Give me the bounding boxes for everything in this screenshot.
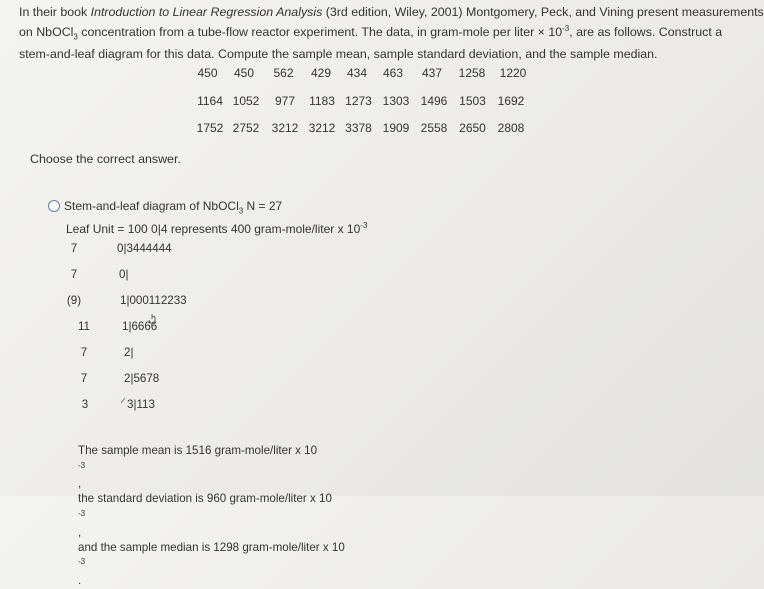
data-value: 3212 [308, 121, 336, 135]
pen-mark-icon [120, 397, 126, 405]
leaf-cell: 2| [124, 346, 134, 359]
punctuation: . [78, 573, 82, 587]
book-title: Introduction to Linear Regression Analysis [90, 5, 323, 19]
leaf-unit-text: Leaf Unit = 100 0|4 represents 400 gram-mole/liter x 10 [66, 222, 361, 237]
mean-line [78, 444, 345, 492]
data-row-3 [194, 121, 530, 135]
subscript: 3 [238, 206, 244, 216]
data-value: 1752 [196, 121, 224, 135]
intro-line-1 [19, 4, 764, 21]
intro-text: on NbOCl [19, 24, 74, 39]
data-value: 2752 [232, 121, 260, 135]
superscript: -3 [78, 509, 86, 519]
hand-cursor-icon [148, 313, 158, 325]
intro-line-2 [19, 21, 723, 46]
subscript: 3 [73, 32, 78, 42]
punctuation: , [78, 525, 82, 539]
median-line [78, 541, 345, 589]
data-value: 1273 [345, 94, 372, 108]
data-value: 2808 [497, 121, 525, 135]
count-cell: 11 [77, 320, 91, 333]
leaf-cell: 0|3444444 [117, 242, 172, 255]
leaf-cell: 1|000112233 [120, 294, 187, 307]
intro-text: concentration from a tube-flow reactor experiment. The data, in gram-mole per liter × 10 [77, 24, 563, 39]
choose-label: Choose the correct answer. [30, 152, 181, 166]
data-value: 450 [197, 66, 218, 80]
median-text: and the sample median is 1298 gram-mole/liter x 10 [78, 540, 345, 554]
option-title-text: N = 27 [243, 199, 283, 213]
data-value: 1052 [232, 94, 260, 108]
leaf-cell: 2|5678 [124, 372, 160, 385]
intro-text: , are as follows. Construct a [569, 24, 723, 39]
data-value: 3378 [345, 121, 372, 135]
count-cell: 3 [81, 398, 89, 411]
data-value: 1909 [382, 121, 410, 135]
data-value: 3212 [271, 121, 299, 135]
leaf-cell: 1|6666 [122, 320, 158, 333]
count-cell: (9) [66, 294, 82, 307]
data-value: 429 [310, 66, 332, 80]
radio-button-icon[interactable] [48, 200, 60, 212]
data-value: 1692 [497, 94, 525, 108]
intro-text: In their book [19, 5, 91, 19]
intro-text: (3rd edition, Wiley, 2001) Montgomery, Peck, and Vining present measurements [322, 5, 764, 19]
superscript: -3 [78, 557, 86, 567]
leaf-unit-line [50, 218, 367, 237]
intro-line-3: stem-and-leaf diagram for this data. Compute the sample mean, sample standard deviation, and the sample median. [19, 47, 658, 62]
option-title-text: Stem-and-leaf diagram of NbOCl [64, 199, 239, 213]
data-row-2 [194, 94, 530, 108]
result-text [78, 444, 345, 589]
superscript: -3 [78, 460, 86, 470]
data-value: 2558 [420, 121, 448, 135]
count-cell: 7 [80, 346, 88, 359]
data-value: 1496 [420, 94, 448, 108]
data-value: 1503 [459, 94, 486, 108]
sd-line [78, 492, 345, 540]
data-value: 1220 [499, 66, 527, 80]
data-value: 437 [421, 66, 443, 80]
data-value: 1164 [197, 94, 223, 108]
data-value: 1183 [309, 94, 335, 108]
data-value: 463 [382, 66, 404, 80]
data-value: 977 [274, 94, 296, 108]
mean-text: The sample mean is 1516 gram-mole/liter x 10 [78, 444, 318, 457]
data-value: 1303 [382, 94, 410, 108]
superscript: -3 [562, 23, 570, 33]
leaf-cell: 3|113 [127, 398, 155, 411]
data-row-1 [194, 66, 532, 80]
superscript: -3 [360, 221, 368, 231]
option-title [50, 199, 367, 218]
data-value: 450 [233, 66, 255, 80]
count-cell: 7 [70, 242, 78, 255]
data-value: 562 [273, 66, 294, 80]
punctuation: , [78, 477, 82, 491]
problem-statement [19, 4, 764, 63]
data-value: 2650 [459, 121, 486, 135]
count-cell: 7 [80, 372, 88, 385]
data-value: 434 [346, 66, 368, 80]
sd-text: the standard deviation is 960 gram-mole/liter x 10 [78, 492, 332, 506]
leaf-cell: 0| [119, 268, 129, 281]
answer-option[interactable] [50, 199, 367, 237]
data-value: 1258 [458, 66, 486, 80]
count-cell: 7 [70, 268, 78, 281]
